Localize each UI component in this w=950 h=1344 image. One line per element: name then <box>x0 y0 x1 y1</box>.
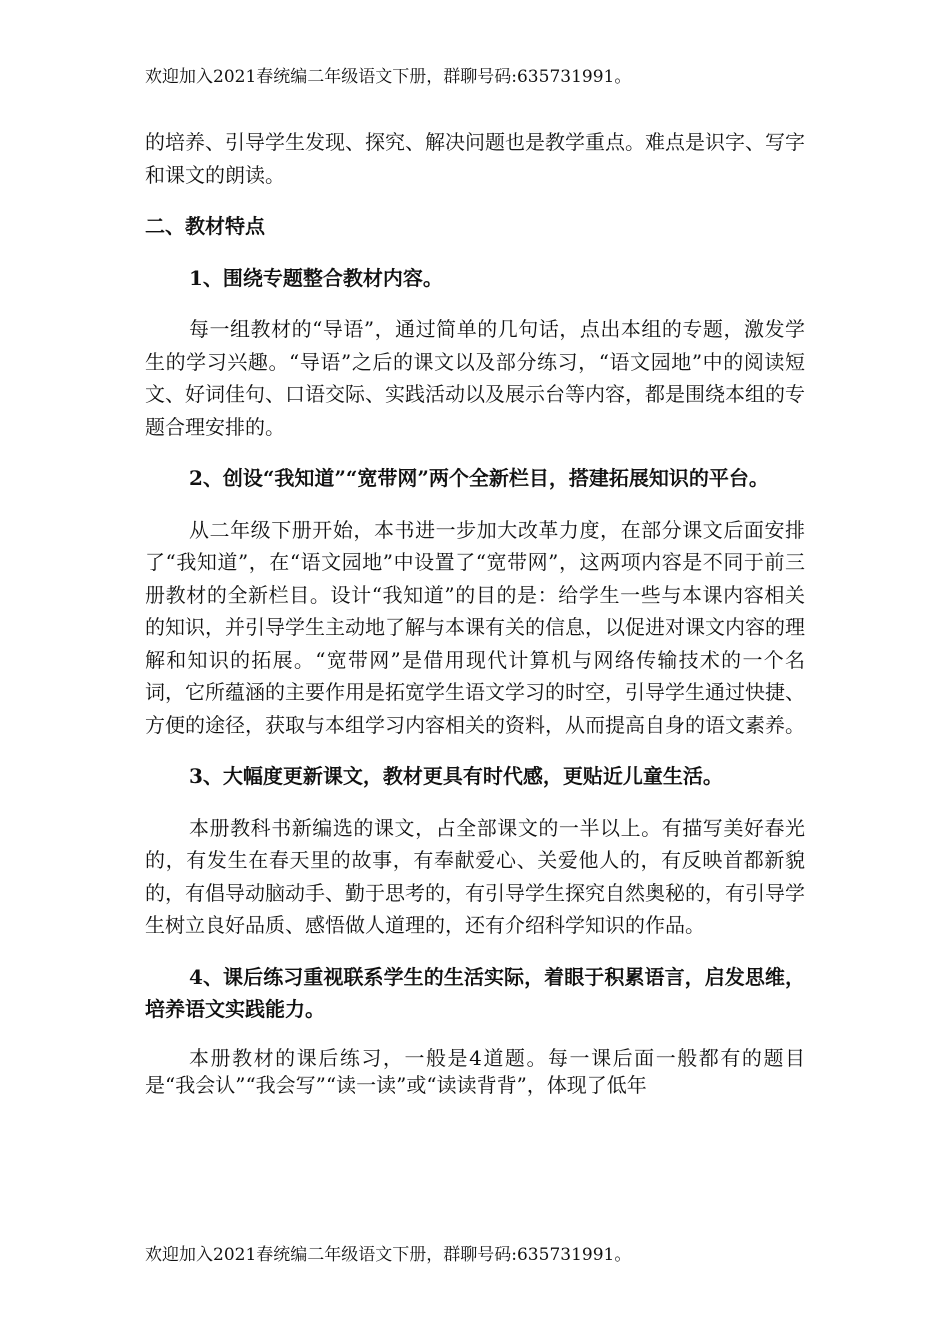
page-header: 欢迎加入2021春统编二年级语文下册，群聊号码:635731991。 <box>145 67 632 87</box>
section-heading: 二、教材特点 <box>145 214 265 238</box>
page-footer: 欢迎加入2021春统编二年级语文下册，群聊号码:635731991。 <box>145 1245 632 1265</box>
subheading-1: 1、围绕专题整合教材内容。 <box>189 265 443 290</box>
paragraph-3: 本册教科书新编选的课文，占全部课文的一半以上。有描写美好春光的，有发生在春天里的故事，有奉献爱心、关爱他人的，有反映首都新貌的，有倡导动脑动手、勤于思考的，有引导学生探究自然奥秘的，有引导学生树立良好品质、感悟做人道理的，还有介绍科学知识的作品。 <box>145 815 805 937</box>
paragraph-4: 本册教材的课后练习，一般是4道题。每一课后面一般都有的题目是“我会认”“我会写”“读一读”或“读读背背”，体现了低年 <box>145 1045 805 1097</box>
paragraph-1: 每一组教材的“导语”，通过简单的几句话，点出本组的专题，激发学生的学习兴趣。“导语”之后的课文以及部分练习，“语文园地”中的阅读短文、好词佳句、口语交际、实践活动以及展示台等内容，都是围绕本组的专题合理安排的。 <box>145 317 805 439</box>
paragraph-continued: 的培养、引导学生发现、探究、解决问题也是教学重点。难点是识字、写字和课文的朗读。 <box>145 130 805 187</box>
subheading-3: 3、大幅度更新课文，教材更具有时代感，更贴近儿童生活。 <box>189 764 723 788</box>
paragraph-2: 从二年级下册开始，本书进一步加大改革力度，在部分课文后面安排了“我知道”，在“语文园地”中设置了“宽带网”，这两项内容是不同于前三册教材的全新栏目。设计“我知道”的目的是：给学生一些与本课内容相关的知识，并引导学生主动地了解与本课有关的信息，以促进对课文内容的理解和知识的拓展。“宽带网”是借用现代计算机与网络传输技术的一个名词，它所蕴涵的主要作用是拓宽学生语文学习的时空，引导学生通过快捷、方便的途径，获取与本组学习内容相关的资料，从而提高自身的语文素养。 <box>145 517 805 737</box>
document-body <box>145 126 805 1099</box>
subheading-4: 4、课后练习重视联系学生的生活实际，着眼于积累语言，启发思维，培养语文实践能力。 <box>145 964 805 1021</box>
subheading-2: 2、创设“我知道”“宽带网”两个全新栏目，搭建拓展知识的平台。 <box>189 466 769 490</box>
